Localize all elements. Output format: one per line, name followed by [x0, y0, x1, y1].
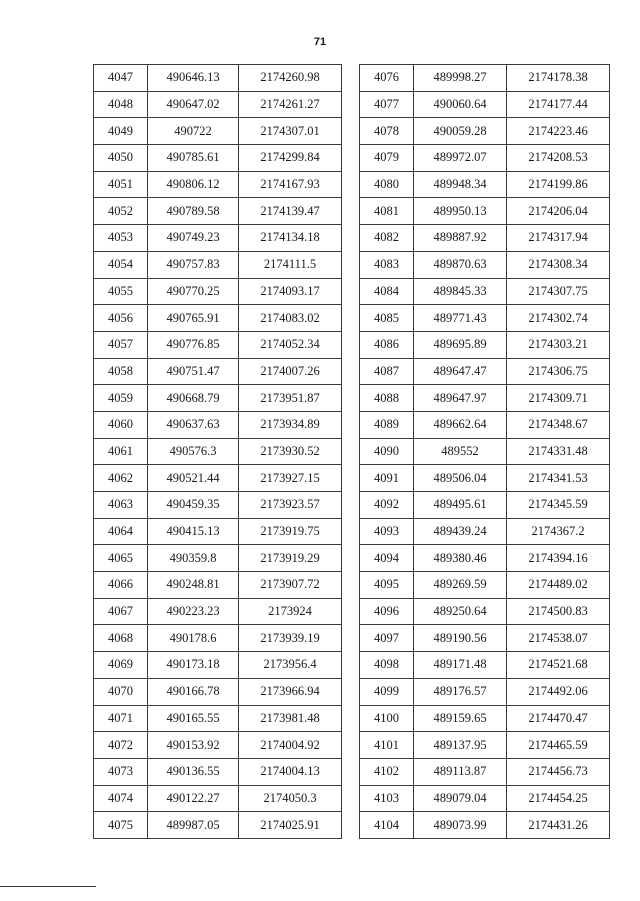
table-row — [94, 518, 342, 545]
point-number-cell: 4067 — [94, 598, 148, 625]
x-coordinate-cell: 489950.13 — [414, 198, 507, 225]
y-coordinate-cell: 2174394.16 — [507, 545, 610, 572]
point-number-cell: 4051 — [94, 171, 148, 198]
table-row — [94, 278, 342, 305]
y-coordinate-cell: 2173919.75 — [239, 518, 342, 545]
point-number-cell: 4091 — [360, 465, 414, 492]
x-coordinate-cell: 489647.47 — [414, 358, 507, 385]
table-row — [360, 465, 610, 492]
x-coordinate-cell: 490785.61 — [148, 145, 239, 172]
point-number-cell: 4072 — [94, 732, 148, 759]
point-number-cell: 4103 — [360, 785, 414, 812]
point-number-cell: 4062 — [94, 465, 148, 492]
table-row — [94, 572, 342, 599]
y-coordinate-cell: 2174299.84 — [239, 145, 342, 172]
y-coordinate-cell: 2174307.01 — [239, 118, 342, 145]
point-number-cell: 4092 — [360, 492, 414, 519]
point-number-cell: 4077 — [360, 91, 414, 118]
point-number-cell: 4086 — [360, 331, 414, 358]
y-coordinate-cell: 2174223.46 — [507, 118, 610, 145]
y-coordinate-cell: 2174093.17 — [239, 278, 342, 305]
x-coordinate-cell: 490415.13 — [148, 518, 239, 545]
y-coordinate-cell: 2174302.74 — [507, 305, 610, 332]
point-number-cell: 4080 — [360, 171, 414, 198]
x-coordinate-cell: 489870.63 — [414, 251, 507, 278]
x-coordinate-cell: 490776.85 — [148, 331, 239, 358]
point-number-cell: 4070 — [94, 678, 148, 705]
table-row — [94, 492, 342, 519]
x-coordinate-cell: 490136.55 — [148, 758, 239, 785]
x-coordinate-cell: 489987.05 — [148, 812, 239, 839]
table-row — [94, 145, 342, 172]
point-number-cell: 4060 — [94, 411, 148, 438]
x-coordinate-cell: 489771.43 — [414, 305, 507, 332]
point-number-cell: 4050 — [94, 145, 148, 172]
x-coordinate-cell: 489113.87 — [414, 758, 507, 785]
y-coordinate-cell: 2174206.04 — [507, 198, 610, 225]
table-row — [360, 598, 610, 625]
table-row — [360, 758, 610, 785]
table-row — [360, 305, 610, 332]
x-coordinate-cell: 489972.07 — [414, 145, 507, 172]
table-row — [94, 91, 342, 118]
x-coordinate-cell: 490722 — [148, 118, 239, 145]
table-row — [94, 358, 342, 385]
table-row — [94, 251, 342, 278]
y-coordinate-cell: 2174345.59 — [507, 492, 610, 519]
x-coordinate-cell: 489190.56 — [414, 625, 507, 652]
x-coordinate-cell: 490459.35 — [148, 492, 239, 519]
x-coordinate-cell: 489887.92 — [414, 225, 507, 252]
table-row — [360, 145, 610, 172]
point-number-cell: 4052 — [94, 198, 148, 225]
x-coordinate-cell: 490789.58 — [148, 198, 239, 225]
point-number-cell: 4088 — [360, 385, 414, 412]
point-number-cell: 4049 — [94, 118, 148, 145]
x-coordinate-cell: 489506.04 — [414, 465, 507, 492]
point-number-cell: 4076 — [360, 65, 414, 92]
x-coordinate-cell: 490637.63 — [148, 411, 239, 438]
point-number-cell: 4059 — [94, 385, 148, 412]
x-coordinate-cell: 490646.13 — [148, 65, 239, 92]
y-coordinate-cell: 2174083.02 — [239, 305, 342, 332]
y-coordinate-cell: 2174167.93 — [239, 171, 342, 198]
table-row — [360, 732, 610, 759]
y-coordinate-cell: 2174431.26 — [507, 812, 610, 839]
table-row — [94, 625, 342, 652]
y-coordinate-cell: 2174208.53 — [507, 145, 610, 172]
table-row — [94, 438, 342, 465]
point-number-cell: 4048 — [94, 91, 148, 118]
x-coordinate-cell: 489079.04 — [414, 785, 507, 812]
coordinates-table-left — [93, 64, 342, 839]
x-coordinate-cell: 490770.25 — [148, 278, 239, 305]
x-coordinate-cell: 489495.61 — [414, 492, 507, 519]
point-number-cell: 4069 — [94, 652, 148, 679]
table-row — [360, 171, 610, 198]
table-row — [360, 331, 610, 358]
x-coordinate-cell: 490248.81 — [148, 572, 239, 599]
point-number-cell: 4066 — [94, 572, 148, 599]
y-coordinate-cell: 2174454.25 — [507, 785, 610, 812]
y-coordinate-cell: 2174261.27 — [239, 91, 342, 118]
table-row — [94, 678, 342, 705]
point-number-cell: 4098 — [360, 652, 414, 679]
table-row — [360, 572, 610, 599]
y-coordinate-cell: 2174538.07 — [507, 625, 610, 652]
point-number-cell: 4096 — [360, 598, 414, 625]
point-number-cell: 4064 — [94, 518, 148, 545]
y-coordinate-cell: 2173956.4 — [239, 652, 342, 679]
table-row — [360, 225, 610, 252]
x-coordinate-cell: 489073.99 — [414, 812, 507, 839]
y-coordinate-cell: 2174139.47 — [239, 198, 342, 225]
point-number-cell: 4104 — [360, 812, 414, 839]
table-row — [94, 732, 342, 759]
point-number-cell: 4054 — [94, 251, 148, 278]
y-coordinate-cell: 2174134.18 — [239, 225, 342, 252]
footnote-divider — [0, 886, 96, 887]
point-number-cell: 4063 — [94, 492, 148, 519]
table-row — [94, 305, 342, 332]
table-row — [94, 65, 342, 92]
x-coordinate-cell: 489998.27 — [414, 65, 507, 92]
y-coordinate-cell: 2174489.02 — [507, 572, 610, 599]
x-coordinate-cell: 490751.47 — [148, 358, 239, 385]
table-row — [94, 705, 342, 732]
x-coordinate-cell: 490765.91 — [148, 305, 239, 332]
table-row — [360, 411, 610, 438]
table-row — [360, 625, 610, 652]
coordinates-table-right — [359, 64, 610, 839]
x-coordinate-cell: 489662.64 — [414, 411, 507, 438]
y-coordinate-cell: 2173981.48 — [239, 705, 342, 732]
x-coordinate-cell: 489176.57 — [414, 678, 507, 705]
point-number-cell: 4101 — [360, 732, 414, 759]
table-row — [94, 171, 342, 198]
y-coordinate-cell: 2174500.83 — [507, 598, 610, 625]
x-coordinate-cell: 490165.55 — [148, 705, 239, 732]
point-number-cell: 4089 — [360, 411, 414, 438]
point-number-cell: 4057 — [94, 331, 148, 358]
y-coordinate-cell: 2174052.34 — [239, 331, 342, 358]
x-coordinate-cell: 490749.23 — [148, 225, 239, 252]
table-row — [360, 91, 610, 118]
point-number-cell: 4056 — [94, 305, 148, 332]
y-coordinate-cell: 2174260.98 — [239, 65, 342, 92]
x-coordinate-cell: 489552 — [414, 438, 507, 465]
y-coordinate-cell: 2173907.72 — [239, 572, 342, 599]
y-coordinate-cell: 2173924 — [239, 598, 342, 625]
y-coordinate-cell: 2174367.2 — [507, 518, 610, 545]
point-number-cell: 4081 — [360, 198, 414, 225]
x-coordinate-cell: 489380.46 — [414, 545, 507, 572]
table-row — [94, 385, 342, 412]
table-row — [360, 278, 610, 305]
point-number-cell: 4079 — [360, 145, 414, 172]
point-number-cell: 4090 — [360, 438, 414, 465]
y-coordinate-cell: 2174303.21 — [507, 331, 610, 358]
table-row — [360, 65, 610, 92]
x-coordinate-cell: 490060.64 — [414, 91, 507, 118]
point-number-cell: 4082 — [360, 225, 414, 252]
table-row — [360, 705, 610, 732]
x-coordinate-cell: 490173.18 — [148, 652, 239, 679]
point-number-cell: 4093 — [360, 518, 414, 545]
y-coordinate-cell: 2173934.89 — [239, 411, 342, 438]
table-row — [94, 785, 342, 812]
point-number-cell: 4068 — [94, 625, 148, 652]
table-row — [360, 385, 610, 412]
table-row — [360, 358, 610, 385]
x-coordinate-cell: 490223.23 — [148, 598, 239, 625]
table-row — [360, 251, 610, 278]
x-coordinate-cell: 490122.27 — [148, 785, 239, 812]
point-number-cell: 4097 — [360, 625, 414, 652]
x-coordinate-cell: 489159.65 — [414, 705, 507, 732]
y-coordinate-cell: 2174111.5 — [239, 251, 342, 278]
y-coordinate-cell: 2173939.19 — [239, 625, 342, 652]
table-row — [94, 545, 342, 572]
table-row — [94, 331, 342, 358]
y-coordinate-cell: 2174307.75 — [507, 278, 610, 305]
point-number-cell: 4102 — [360, 758, 414, 785]
point-number-cell: 4085 — [360, 305, 414, 332]
y-coordinate-cell: 2174007.26 — [239, 358, 342, 385]
table-row — [94, 758, 342, 785]
x-coordinate-cell: 490521.44 — [148, 465, 239, 492]
x-coordinate-cell: 490668.79 — [148, 385, 239, 412]
y-coordinate-cell: 2174306.75 — [507, 358, 610, 385]
x-coordinate-cell: 489137.95 — [414, 732, 507, 759]
y-coordinate-cell: 2174050.3 — [239, 785, 342, 812]
point-number-cell: 4061 — [94, 438, 148, 465]
point-number-cell: 4087 — [360, 358, 414, 385]
y-coordinate-cell: 2173951.87 — [239, 385, 342, 412]
y-coordinate-cell: 2174178.38 — [507, 65, 610, 92]
x-coordinate-cell: 489647.97 — [414, 385, 507, 412]
table-row — [360, 678, 610, 705]
table-row — [94, 598, 342, 625]
y-coordinate-cell: 2173923.57 — [239, 492, 342, 519]
x-coordinate-cell: 490359.8 — [148, 545, 239, 572]
x-coordinate-cell: 490757.83 — [148, 251, 239, 278]
point-number-cell: 4078 — [360, 118, 414, 145]
y-coordinate-cell: 2174199.86 — [507, 171, 610, 198]
point-number-cell: 4099 — [360, 678, 414, 705]
point-number-cell: 4055 — [94, 278, 148, 305]
y-coordinate-cell: 2174331.48 — [507, 438, 610, 465]
y-coordinate-cell: 2174348.67 — [507, 411, 610, 438]
y-coordinate-cell: 2174456.73 — [507, 758, 610, 785]
y-coordinate-cell: 2174470.47 — [507, 705, 610, 732]
y-coordinate-cell: 2174004.13 — [239, 758, 342, 785]
y-coordinate-cell: 2173919.29 — [239, 545, 342, 572]
table-row — [94, 465, 342, 492]
page-number: 71 — [313, 36, 327, 48]
point-number-cell: 4100 — [360, 705, 414, 732]
table-row — [360, 812, 610, 839]
y-coordinate-cell: 2174341.53 — [507, 465, 610, 492]
y-coordinate-cell: 2174309.71 — [507, 385, 610, 412]
table-row — [360, 652, 610, 679]
table-row — [360, 118, 610, 145]
y-coordinate-cell: 2173930.52 — [239, 438, 342, 465]
point-number-cell: 4073 — [94, 758, 148, 785]
y-coordinate-cell: 2174004.92 — [239, 732, 342, 759]
table-row — [94, 812, 342, 839]
x-coordinate-cell: 490178.6 — [148, 625, 239, 652]
point-number-cell: 4074 — [94, 785, 148, 812]
y-coordinate-cell: 2174025.91 — [239, 812, 342, 839]
y-coordinate-cell: 2173966.94 — [239, 678, 342, 705]
x-coordinate-cell: 489948.34 — [414, 171, 507, 198]
y-coordinate-cell: 2174521.68 — [507, 652, 610, 679]
x-coordinate-cell: 489171.48 — [414, 652, 507, 679]
x-coordinate-cell: 490806.12 — [148, 171, 239, 198]
x-coordinate-cell: 489845.33 — [414, 278, 507, 305]
y-coordinate-cell: 2174465.59 — [507, 732, 610, 759]
table-row — [360, 438, 610, 465]
x-coordinate-cell: 489250.64 — [414, 598, 507, 625]
table-row — [360, 518, 610, 545]
y-coordinate-cell: 2174492.06 — [507, 678, 610, 705]
x-coordinate-cell: 490576.3 — [148, 438, 239, 465]
table-row — [94, 411, 342, 438]
point-number-cell: 4083 — [360, 251, 414, 278]
table-row — [94, 652, 342, 679]
table-row — [360, 545, 610, 572]
point-number-cell: 4058 — [94, 358, 148, 385]
x-coordinate-cell: 489695.89 — [414, 331, 507, 358]
point-number-cell: 4047 — [94, 65, 148, 92]
point-number-cell: 4084 — [360, 278, 414, 305]
y-coordinate-cell: 2173927.15 — [239, 465, 342, 492]
table-row — [360, 785, 610, 812]
point-number-cell: 4053 — [94, 225, 148, 252]
point-number-cell: 4095 — [360, 572, 414, 599]
x-coordinate-cell: 489269.59 — [414, 572, 507, 599]
x-coordinate-cell: 490059.28 — [414, 118, 507, 145]
table-row — [94, 198, 342, 225]
x-coordinate-cell: 489439.24 — [414, 518, 507, 545]
point-number-cell: 4065 — [94, 545, 148, 572]
table-row — [360, 492, 610, 519]
point-number-cell: 4075 — [94, 812, 148, 839]
table-row — [360, 198, 610, 225]
point-number-cell: 4094 — [360, 545, 414, 572]
x-coordinate-cell: 490153.92 — [148, 732, 239, 759]
x-coordinate-cell: 490647.02 — [148, 91, 239, 118]
x-coordinate-cell: 490166.78 — [148, 678, 239, 705]
table-row — [94, 118, 342, 145]
y-coordinate-cell: 2174177.44 — [507, 91, 610, 118]
table-row — [94, 225, 342, 252]
y-coordinate-cell: 2174317.94 — [507, 225, 610, 252]
y-coordinate-cell: 2174308.34 — [507, 251, 610, 278]
point-number-cell: 4071 — [94, 705, 148, 732]
